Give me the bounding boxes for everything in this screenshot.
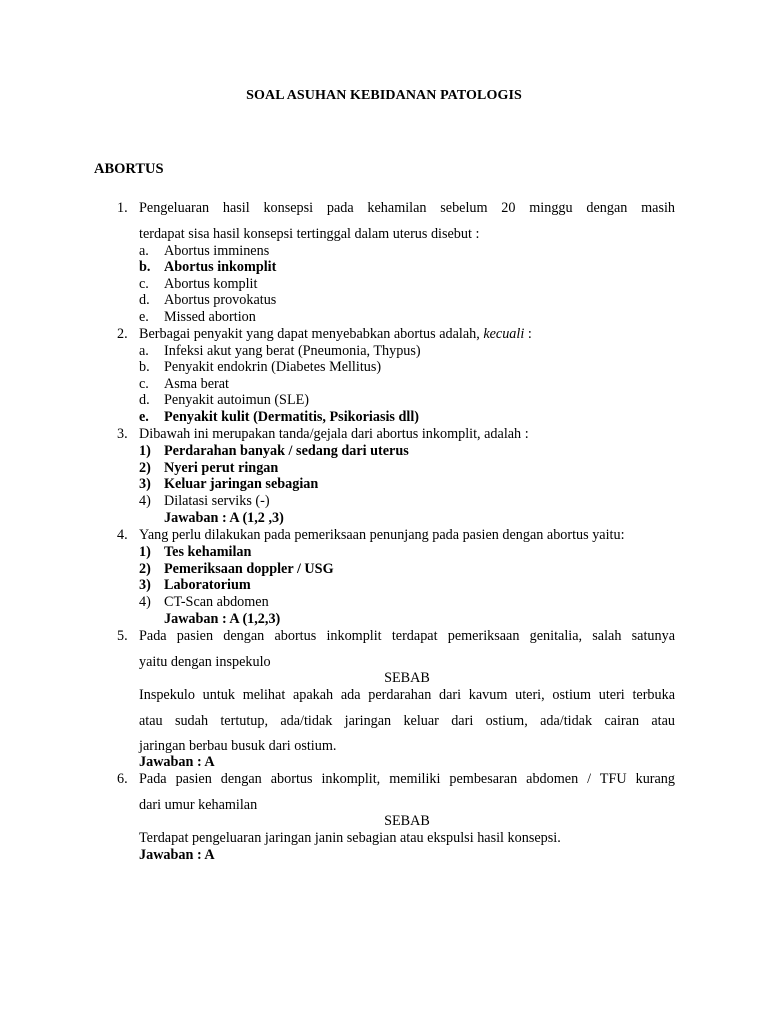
option-label: c. [139,376,149,392]
reason-text: jaringan berbau busuk dari ostium. [139,738,337,754]
option-text: Abortus komplit [164,276,258,292]
answer-key: Jawaban : A [139,754,215,770]
option-label-correct: 2) [139,561,151,577]
section-heading: ABORTUS [94,161,164,177]
question-number: 4. [117,527,128,543]
option-label: d. [139,392,150,408]
reason-text: Terdapat pengeluaran jaringan janin sebagian atau ekspulsi hasil konsepsi. [139,830,561,846]
option-label: a. [139,243,149,259]
option-text: Abortus provokatus [164,292,277,308]
option-label: e. [139,309,149,325]
answer-key: Jawaban : A [139,847,215,863]
question-number: 1. [117,200,128,216]
option-text: Penyakit endokrin (Diabetes Mellitus) [164,359,382,375]
option-label-correct: e. [139,409,149,425]
option-label: 4) [139,594,151,610]
option-text: Missed abortion [164,309,256,325]
answer-key: Jawaban : A (1,2 ,3) [164,510,284,526]
option-label: c. [139,276,149,292]
option-text: Infeksi akut yang berat (Pneumonia, Thypus) [164,343,421,359]
question-text-emphasis: kecuali [483,326,525,342]
sebab-connector: SEBAB [384,813,430,829]
option-text: Dilatasi serviks (-) [164,493,270,509]
option-text-correct: Penyakit kulit (Dermatitis, Psikoriasis dll) [164,409,419,425]
option-label-correct: 3) [139,577,151,593]
option-text: CT-Scan abdomen [164,594,269,610]
question-text-continued: dari umur kehamilan [139,797,258,813]
option-label: a. [139,343,149,359]
question-number: 3. [117,426,128,442]
question-text: Dibawah ini merupakan tanda/gejala dari abortus inkomplit, adalah : [139,426,529,442]
question-text-continued: yaitu dengan inspekulo [139,654,271,670]
document-title: SOAL ASUHAN KEBIDANAN PATOLOGIS [246,88,522,103]
question-number: 2. [117,326,128,342]
option-text-correct: Laboratorium [164,577,251,593]
question-text-continued: terdapat sisa hasil konsepsi tertinggal dalam uterus disebut : [139,226,480,242]
option-label-correct: 3) [139,476,151,492]
question-number: 6. [117,771,128,787]
option-label: d. [139,292,150,308]
option-label-correct: b. [139,259,151,275]
sebab-connector: SEBAB [384,670,430,686]
option-text-correct: Nyeri perut ringan [164,460,279,476]
answer-key: Jawaban : A (1,2,3) [164,611,281,627]
reason-text: Inspekulo untuk melihat apakah ada perdarahan dari kavum uteri, ostium uteri terbuka [139,687,675,703]
question-number: 5. [117,628,128,644]
question-text-main: Berbagai penyakit yang dapat menyebabkan abortus adalah, [139,326,484,342]
question-text [139,326,532,343]
question-text: Pengeluaran hasil konsepsi pada kehamilan sebelum 20 minggu dengan masih [139,200,675,216]
option-label-correct: 1) [139,443,151,459]
option-text-correct: Perdarahan banyak / sedang dari uterus [164,443,409,459]
option-text-correct: Abortus inkomplit [164,259,277,275]
option-label-correct: 1) [139,544,151,560]
question-text-end: : [524,326,532,342]
option-text-correct: Pemeriksaan doppler / USG [164,561,334,577]
option-text: Penyakit autoimun (SLE) [164,392,310,408]
option-label-correct: 2) [139,460,151,476]
question-text: Pada pasien dengan abortus inkomplit, memiliki pembesaran abdomen / TFU kurang [139,771,675,787]
option-text: Asma berat [164,376,230,392]
reason-text: atau sudah tertutup, ada/tidak jaringan keluar dari ostium, ada/tidak cairan atau [139,713,675,729]
option-text: Abortus imminens [164,243,270,259]
option-text-correct: Tes kehamilan [164,544,252,560]
option-text-correct: Keluar jaringan sebagian [164,476,319,492]
question-text: Yang perlu dilakukan pada pemeriksaan penunjang pada pasien dengan abortus yaitu: [139,527,625,543]
option-label: b. [139,359,150,375]
question-text: Pada pasien dengan abortus inkomplit terdapat pemeriksaan genitalia, salah satunya [139,628,675,644]
option-label: 4) [139,493,151,509]
